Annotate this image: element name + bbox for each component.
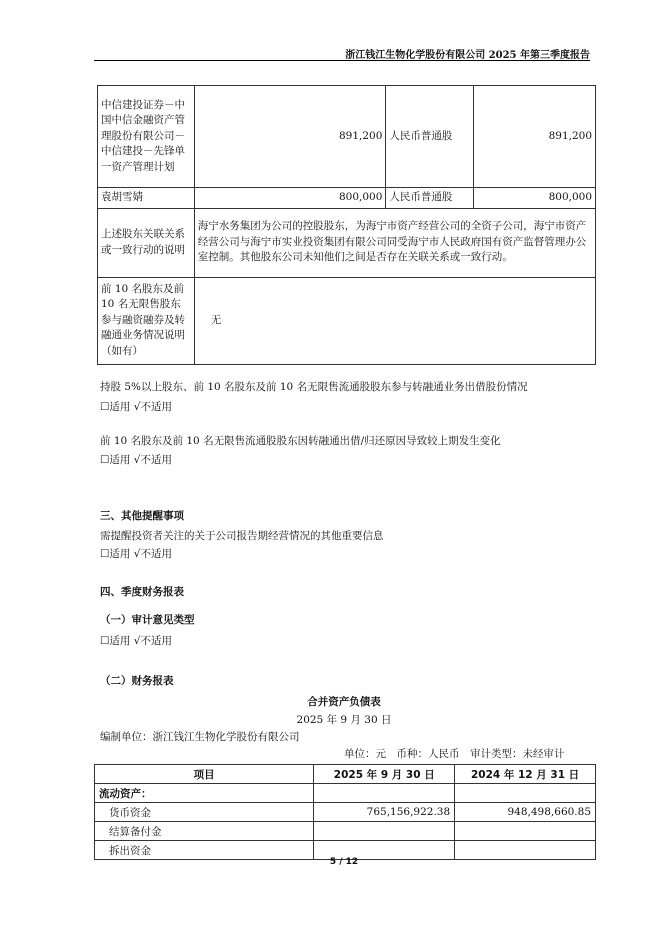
share-type: 人民币普通股 bbox=[386, 188, 474, 209]
share-quantity: 891,200 bbox=[474, 86, 596, 188]
col-header-current: 2025 年 9 月 30 日 bbox=[314, 765, 455, 784]
financial-statements-title: （二）财务报表 bbox=[100, 675, 174, 687]
table-row bbox=[95, 803, 596, 822]
share-type: 人民币普通股 bbox=[386, 86, 474, 188]
table-row bbox=[95, 784, 596, 803]
share-quantity: 800,000 bbox=[474, 188, 596, 209]
row-item: 结算备付金 bbox=[95, 822, 314, 841]
holder-name: 中信建投证券－中国中信金融资产管理股份有限公司－中信建投－先锋单一资产管理计划 bbox=[98, 86, 195, 188]
balance-sheet-date: 2025 年 9 月 30 日 bbox=[296, 714, 392, 726]
audit-opinion-title: （一）审计意见类型 bbox=[100, 614, 195, 626]
cell-previous bbox=[455, 822, 596, 841]
col-header-item: 项目 bbox=[95, 765, 314, 784]
margin-label: 前 10 名股东及前 10 名无限售股东参与融资融券及转融通业务情况说明（如有） bbox=[98, 277, 195, 364]
holder-quantity: 800,000 bbox=[194, 188, 386, 209]
header-rule bbox=[94, 60, 590, 61]
cell-current bbox=[314, 784, 455, 803]
note-change: 前 10 名股东及前 10 名无限售流通股股东因转融通出借/归还原因导致较上期发生变化 bbox=[100, 435, 501, 447]
page-header: 浙江钱江生物化学股份有限公司 2025 年第三季度报告 bbox=[345, 50, 590, 61]
cell-previous bbox=[455, 784, 596, 803]
audit-opinion-option: ☐适用 √不适用 bbox=[100, 635, 172, 647]
balance-sheet-table bbox=[94, 764, 596, 860]
cell-previous: 948,498,660.85 bbox=[455, 803, 596, 822]
balance-sheet-unit: 单位：元 币种：人民币 审计类型：未经审计 bbox=[344, 748, 565, 760]
table-row bbox=[98, 86, 596, 188]
section-4-title: 四、季度财务报表 bbox=[100, 586, 184, 598]
holder-name: 袁胡雪婧 bbox=[98, 188, 195, 209]
shareholders-table bbox=[97, 85, 596, 365]
balance-sheet-title: 合并资产负债表 bbox=[307, 696, 381, 708]
cell-current bbox=[314, 822, 455, 841]
table-header-row bbox=[95, 765, 596, 784]
page-number: 5 / 12 bbox=[329, 857, 359, 867]
relation-text: 海宁水务集团为公司的控股股东，为海宁市资产经营公司的全资子公司，海宁市资产经营公司与海宁市实业投资集团有限公司同受海宁市人民政府国有资产监督管理办公室控制。其他股东公司未知他们之间是否存在关联关系或一致行动。 bbox=[194, 208, 595, 277]
table-row bbox=[98, 188, 596, 209]
relation-label: 上述股东关联关系或一致行动的说明 bbox=[98, 208, 195, 277]
margin-text: 无 bbox=[194, 277, 595, 364]
table-row bbox=[98, 277, 596, 364]
row-item: 拆出资金 bbox=[95, 841, 314, 860]
note-change-option: ☐适用 √不适用 bbox=[100, 454, 172, 466]
section-3-text: 需提醒投资者关注的关于公司报告期经营情况的其他重要信息 bbox=[100, 530, 384, 542]
section-row-label: 流动资产： bbox=[95, 784, 314, 803]
col-header-previous: 2024 年 12 月 31 日 bbox=[455, 765, 596, 784]
note-lending: 持股 5%以上股东、前 10 名股东及前 10 名无限售流通股股东参与转融通业务出借股份情况 bbox=[100, 381, 528, 393]
table-row bbox=[95, 822, 596, 841]
cell-current: 765,156,922.38 bbox=[314, 803, 455, 822]
section-3-title: 三、其他提醒事项 bbox=[100, 510, 184, 522]
note-lending-option: ☐适用 √不适用 bbox=[100, 401, 172, 413]
row-item: 货币资金 bbox=[95, 803, 314, 822]
section-3-option: ☐适用 √不适用 bbox=[100, 548, 172, 560]
holder-quantity: 891,200 bbox=[194, 86, 386, 188]
table-row bbox=[98, 208, 596, 277]
balance-sheet-org: 编制单位：浙江钱江生物化学股份有限公司 bbox=[100, 731, 300, 743]
